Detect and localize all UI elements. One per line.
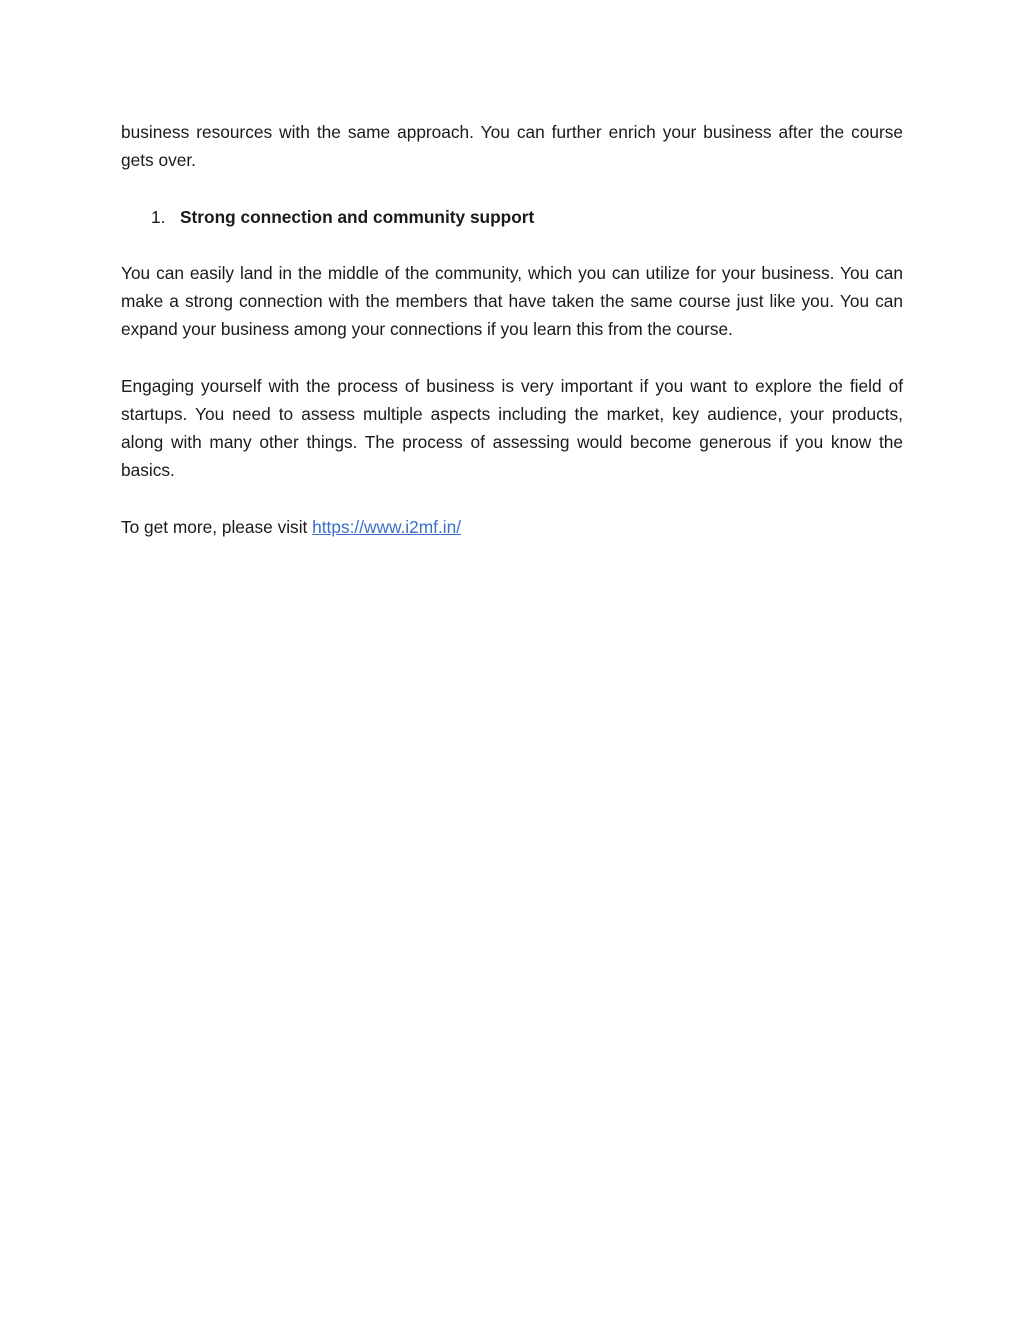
heading-number: 1. [151,206,166,227]
paragraph-visit [121,513,903,541]
website-link[interactable]: https://www.i2mf.in/ [312,516,461,537]
heading-title: Strong connection and community support [180,206,535,227]
paragraph-community: You can easily land in the middle of the community, which you can utilize for your business. You can make a strong connection with the members that have taken the same course just like you. You can expand your business among your connections if you learn this from the course. [121,262,903,340]
paragraph-engaging: Engaging yourself with the process of business is very important if you want to explore the field of startups. You need to assess multiple aspects including the market, key audience, your products, along with many other things. The process of assessing would become generous if you know the basics. [121,375,903,481]
visit-prefix: To get more, please visit [121,516,313,537]
document-body [121,118,903,569]
paragraph-continuation: business resources with the same approach. You can further enrich your business after the course gets over. [121,122,903,171]
numbered-heading [121,203,903,231]
